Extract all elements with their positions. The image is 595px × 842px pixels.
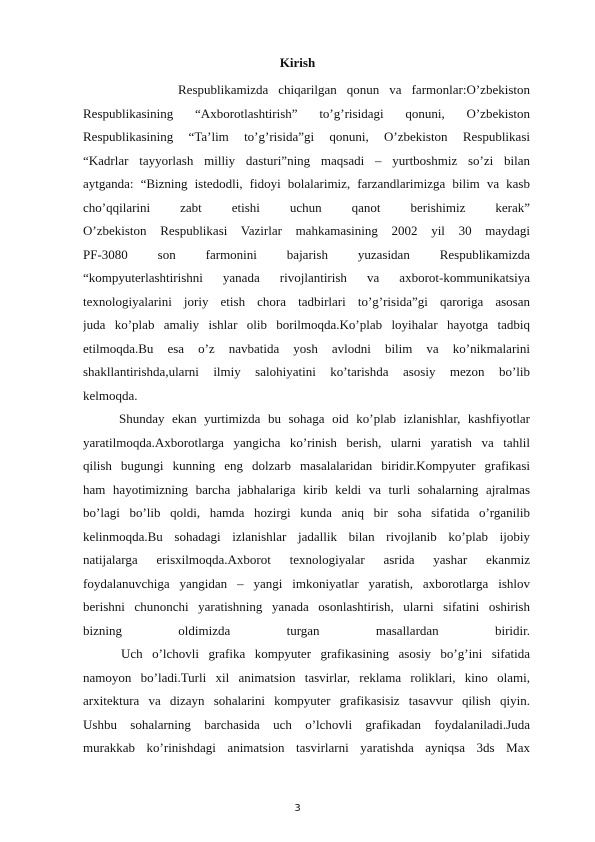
text-line: ham hayotimizning barcha jabhalariga kirib keldi va turli sohalarning ajralmas: [83, 481, 530, 497]
text-line: namoyon bo’ladi.Turli xil animatsion tasvirlar, reklama roliklari, kino olami,: [83, 669, 530, 685]
text-line: etilmoqda.Bu esa o’z navbatida yosh avlodni bilim va ko’nikmalarini: [83, 340, 530, 356]
text-line: “Kadrlar tayyorlash milliy dasturi”ning maqsadi – yurtboshmiz so’zi bilan: [83, 152, 530, 168]
text-line: qilish bugungi kunning eng dolzarb masalalaridan biridir.Kompyuter grafikasi: [83, 458, 530, 473]
paragraph-2: [83, 407, 530, 642]
text-line: berishni chunonchi yaratishning yanada osonlashtirish, ularni sifatini oshirish: [83, 599, 530, 614]
text-line: yaratilmoqda.Axborotlarga yangicha ko’rinish berish, ularni yaratish va tahlil: [83, 434, 530, 450]
page-number: 3: [294, 803, 301, 814]
text-line: Ushbu sohalarning barchasida uch o’lchovli grafikadan foydalaniladi.Juda: [83, 716, 530, 732]
text-line: foydalanuvchiga yangidan – yangi imkoniyatlar yaratish, axborotlarga ishlov: [83, 575, 530, 591]
text-line: texnologiyalarini joriy etish chora tadbirlari to’g’risida”gi qaroriga asosan: [83, 293, 530, 309]
text-line: arxitektura va dizayn sohalarini kompyuter grafikasisiz tasavvur qilish qiyin.: [83, 693, 530, 708]
text-line: cho’qqilarini zabt etishi uchun qanot berishimiz kerak”: [83, 199, 530, 215]
text-line: PF-3080 son farmonini bajarish yuzasidan Respublikamizda: [83, 246, 530, 262]
text-line: murakkab ko’rinishdagi animatsion tasvirlarni yaratishda ayniqsa 3ds Max: [83, 740, 530, 755]
text-line: Shunday ekan yurtimizda bu sohaga oid ko’plab izlanishlar, kashfiyotlar: [119, 411, 530, 426]
paragraph-3: [83, 642, 530, 760]
text-line: aytganda: “Bizning istedodli, fidoyi bolalarimiz, farzandlarimizga bilim va kasb: [83, 176, 530, 191]
text-line: “kompyuterlashtirishni yanada rivojlantirish va axborot-kommunikatsiya: [83, 270, 530, 285]
text-line: Respublikasining “Ta’lim to’g’risida”gi qonuni, O’zbekiston Respublikasi: [83, 129, 530, 144]
paragraph-1: [83, 78, 530, 407]
text-line: shakllantirishda,ularni ilmiy salohiyatini ko’tarishda asosiy mezon bo’lib: [83, 364, 530, 379]
text-line: kelmoqda.: [83, 387, 138, 403]
text-line: O’zbekiston Respublikasi Vazirlar mahkamasining 2002 yil 30 maydagi: [83, 223, 530, 238]
text-line: bo’lagi bo’lib qoldi, hamda hozirgi kunda aniq bir soha sifatida o’rganilib: [83, 505, 530, 520]
text-line: Uch o’lchovli grafika kompyuter grafikasining asosiy bo’g’ini sifatida: [121, 646, 530, 661]
text-line: Respublikamizda chiqarilgan qonun va farmonlar:O’zbekiston: [178, 82, 530, 97]
text-line: natijalarga erisxilmoqda.Axborot texnologiyalar asrida yashar ekanmiz: [83, 552, 530, 567]
text-line: kelinmoqda.Bu sohadagi izlanishlar jadallik bilan rivojlanib ko’plab ijobiy: [83, 528, 530, 544]
text-line: juda ko’plab amaliy ishlar olib borilmoqda.Ko’plab loyihalar hayotga tadbiq: [83, 317, 530, 332]
text-line: bizning oldimizda turgan masallardan biridir.: [83, 622, 530, 638]
page-title: Kirish: [279, 55, 316, 70]
text-line: Respublikasining “Axborotlashtirish” to’g’risidagi qonuni, O’zbekiston: [83, 105, 530, 121]
